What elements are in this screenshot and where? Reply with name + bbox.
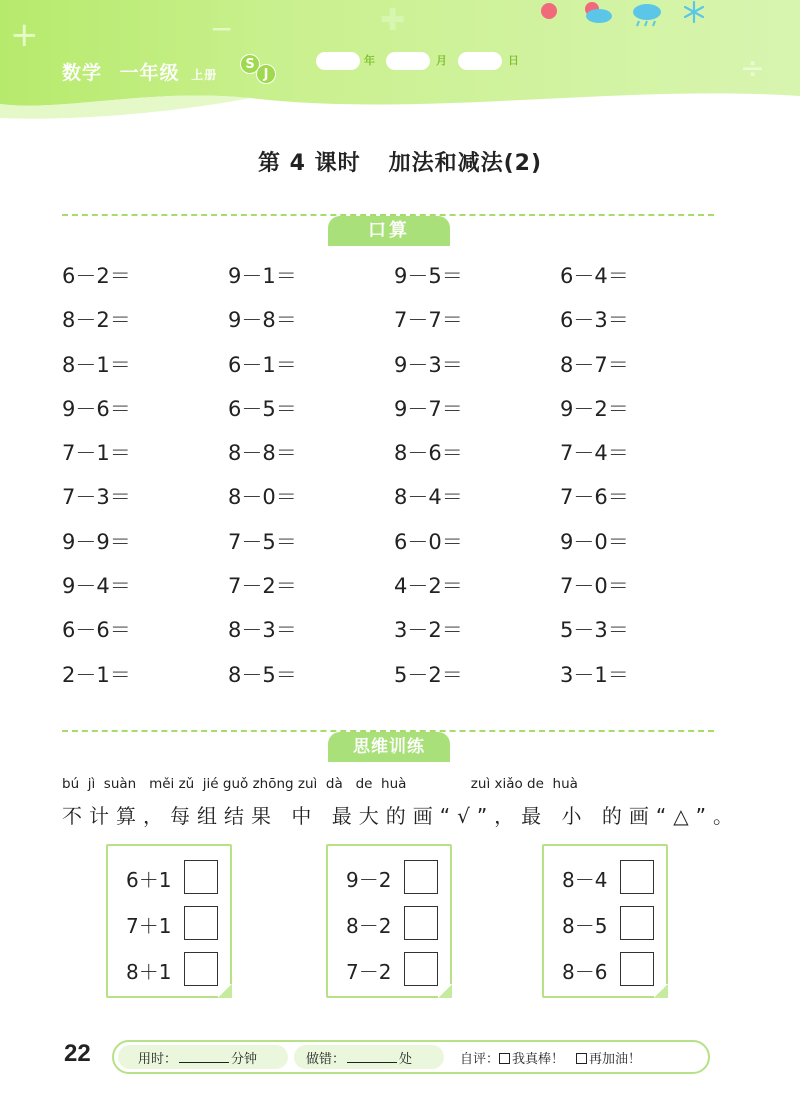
answer-box[interactable]: [404, 906, 438, 940]
time-spent: [138, 1048, 257, 1067]
page-header: [0, 0, 800, 130]
errors-label: 做错：: [306, 1052, 346, 1067]
section-tab-mental-math: 口算: [328, 216, 450, 246]
svg-text:−: −: [210, 12, 234, 45]
answer-box[interactable]: [184, 952, 218, 986]
calc-problem[interactable]: 9－1＝: [228, 264, 297, 288]
calc-problem[interactable]: 7－0＝: [560, 574, 629, 599]
calc-problem[interactable]: 8－7＝: [560, 352, 629, 377]
lesson-number: 第 4 课时: [257, 151, 361, 176]
errors-blank[interactable]: [347, 1062, 397, 1063]
errors-count: [306, 1048, 412, 1067]
header-title: [62, 58, 217, 85]
calc-row: [62, 304, 752, 348]
calc-problem[interactable]: 6－2＝: [62, 264, 131, 288]
calc-problem[interactable]: 7－1＝: [62, 441, 131, 466]
page-number: 22: [64, 1040, 91, 1067]
snow-icon[interactable]: [682, 0, 706, 24]
cloudy-icon[interactable]: [580, 0, 614, 26]
calc-problem[interactable]: 7－7＝: [394, 308, 463, 333]
publisher-badge: [238, 52, 278, 86]
compare-expression: 7－2: [346, 960, 392, 984]
calc-problem[interactable]: 6－4＝: [560, 264, 629, 288]
calc-problem[interactable]: 6－5＝: [228, 396, 297, 421]
rainy-icon[interactable]: [630, 0, 664, 28]
calc-problem[interactable]: 2－1＝: [62, 662, 131, 687]
compare-expression: 8－5: [562, 914, 608, 938]
calc-problem[interactable]: 8－6＝: [394, 441, 463, 466]
option-good: 我真棒！: [512, 1052, 565, 1067]
calc-row: [62, 349, 752, 393]
calc-problem[interactable]: 9－4＝: [62, 574, 131, 599]
answer-box[interactable]: [404, 952, 438, 986]
self-eval-label: 自评：: [460, 1052, 500, 1067]
time-blank[interactable]: [179, 1062, 229, 1063]
calc-problem[interactable]: 3－1＝: [560, 662, 629, 687]
calc-problem[interactable]: 6－6＝: [62, 618, 131, 643]
time-unit: 分钟: [231, 1052, 258, 1067]
calc-row: [62, 481, 752, 525]
calc-row: [62, 570, 752, 614]
calc-problem[interactable]: 7－5＝: [228, 529, 297, 554]
badge-letter-s: S: [240, 54, 260, 74]
day-field[interactable]: [458, 52, 502, 70]
calc-problem[interactable]: 5－3＝: [560, 618, 629, 643]
subject-label: 数学: [62, 62, 103, 84]
calc-row: [62, 437, 752, 481]
calc-problem[interactable]: 6－1＝: [228, 352, 297, 377]
calc-problem[interactable]: 7－6＝: [560, 485, 629, 510]
compare-expression: 6＋1: [126, 868, 172, 892]
answer-box[interactable]: [620, 906, 654, 940]
lesson-topic: 加法和减法(2): [388, 151, 543, 176]
answer-box[interactable]: [404, 860, 438, 894]
calc-problem[interactable]: 6－0＝: [394, 529, 463, 554]
calc-problem[interactable]: 9－8＝: [228, 308, 297, 333]
volume-label: 上册: [191, 68, 218, 82]
day-label: 日: [508, 54, 519, 67]
self-evaluation-bar: [112, 1040, 710, 1074]
good-checkbox[interactable]: [499, 1053, 510, 1064]
calc-problem[interactable]: 9－2＝: [560, 396, 629, 421]
calc-row: [62, 614, 752, 658]
time-label: 用时：: [138, 1052, 178, 1067]
calc-problem[interactable]: 8－1＝: [62, 352, 131, 377]
svg-text:+: +: [10, 15, 39, 55]
option-try: 再加油！: [589, 1052, 642, 1067]
compare-card: [542, 844, 668, 998]
compare-expression: 7＋1: [126, 914, 172, 938]
lesson-title: [0, 146, 800, 177]
instruction-text: 不计算，每组结果 中 最大的画“√”，最 小 的画“△”。: [62, 804, 740, 828]
calc-problem[interactable]: 9－0＝: [560, 529, 629, 554]
compare-expression: 8－6: [562, 960, 608, 984]
calc-problem[interactable]: 9－5＝: [394, 264, 463, 288]
self-evaluation: [460, 1048, 641, 1067]
calc-problem[interactable]: 9－7＝: [394, 396, 463, 421]
svg-text:✚: ✚: [380, 3, 406, 38]
answer-box[interactable]: [620, 952, 654, 986]
compare-expression: 8－2: [346, 914, 392, 938]
calc-problem[interactable]: 9－9＝: [62, 529, 131, 554]
calc-problem[interactable]: 8－4＝: [394, 485, 463, 510]
calc-problem[interactable]: 8－8＝: [228, 441, 297, 466]
calc-problem[interactable]: 4－2＝: [394, 574, 463, 599]
month-field[interactable]: [386, 52, 430, 70]
try-checkbox[interactable]: [576, 1053, 587, 1064]
calc-problem[interactable]: 8－3＝: [228, 618, 297, 643]
mental-math-grid: [62, 260, 752, 703]
calc-row: [62, 393, 752, 437]
grade-label: 一年级: [119, 62, 180, 84]
compare-expression: 9－2: [346, 868, 392, 892]
year-label: 年: [364, 54, 375, 67]
section-tab-thinking: 思维训练: [328, 732, 450, 762]
calc-problem[interactable]: 7－3＝: [62, 485, 131, 510]
calc-problem[interactable]: 3－2＝: [394, 618, 463, 643]
calc-problem[interactable]: 7－2＝: [228, 574, 297, 599]
badge-letter-j: J: [256, 64, 276, 84]
compare-card: [106, 844, 232, 998]
calc-problem[interactable]: 8－2＝: [62, 308, 131, 333]
errors-unit: 处: [399, 1052, 413, 1067]
answer-box[interactable]: [184, 860, 218, 894]
answer-box[interactable]: [620, 860, 654, 894]
compare-card: [326, 844, 452, 998]
instruction-pinyin: bú jì suàn měi zǔ jié guǒ zhōng zuì dà de huà zuì xiǎo de huà: [62, 776, 578, 792]
calc-problem[interactable]: 8－0＝: [228, 485, 297, 510]
answer-box[interactable]: [184, 906, 218, 940]
year-field[interactable]: [316, 52, 360, 70]
calc-problem[interactable]: 7－4＝: [560, 441, 629, 466]
calc-row: [62, 260, 752, 304]
calc-problem[interactable]: 9－6＝: [62, 396, 131, 421]
calc-row: [62, 659, 752, 703]
month-label: 月: [436, 54, 447, 67]
calc-problem[interactable]: 9－3＝: [394, 352, 463, 377]
svg-text:÷: ÷: [740, 51, 766, 86]
calc-row: [62, 526, 752, 570]
calc-problem[interactable]: 8－5＝: [228, 662, 297, 687]
compare-expression: 8－4: [562, 868, 608, 892]
sun-icon[interactable]: [538, 0, 560, 22]
calc-problem[interactable]: 6－3＝: [560, 308, 629, 333]
calc-problem[interactable]: 5－2＝: [394, 662, 463, 687]
compare-expression: 8＋1: [126, 960, 172, 984]
